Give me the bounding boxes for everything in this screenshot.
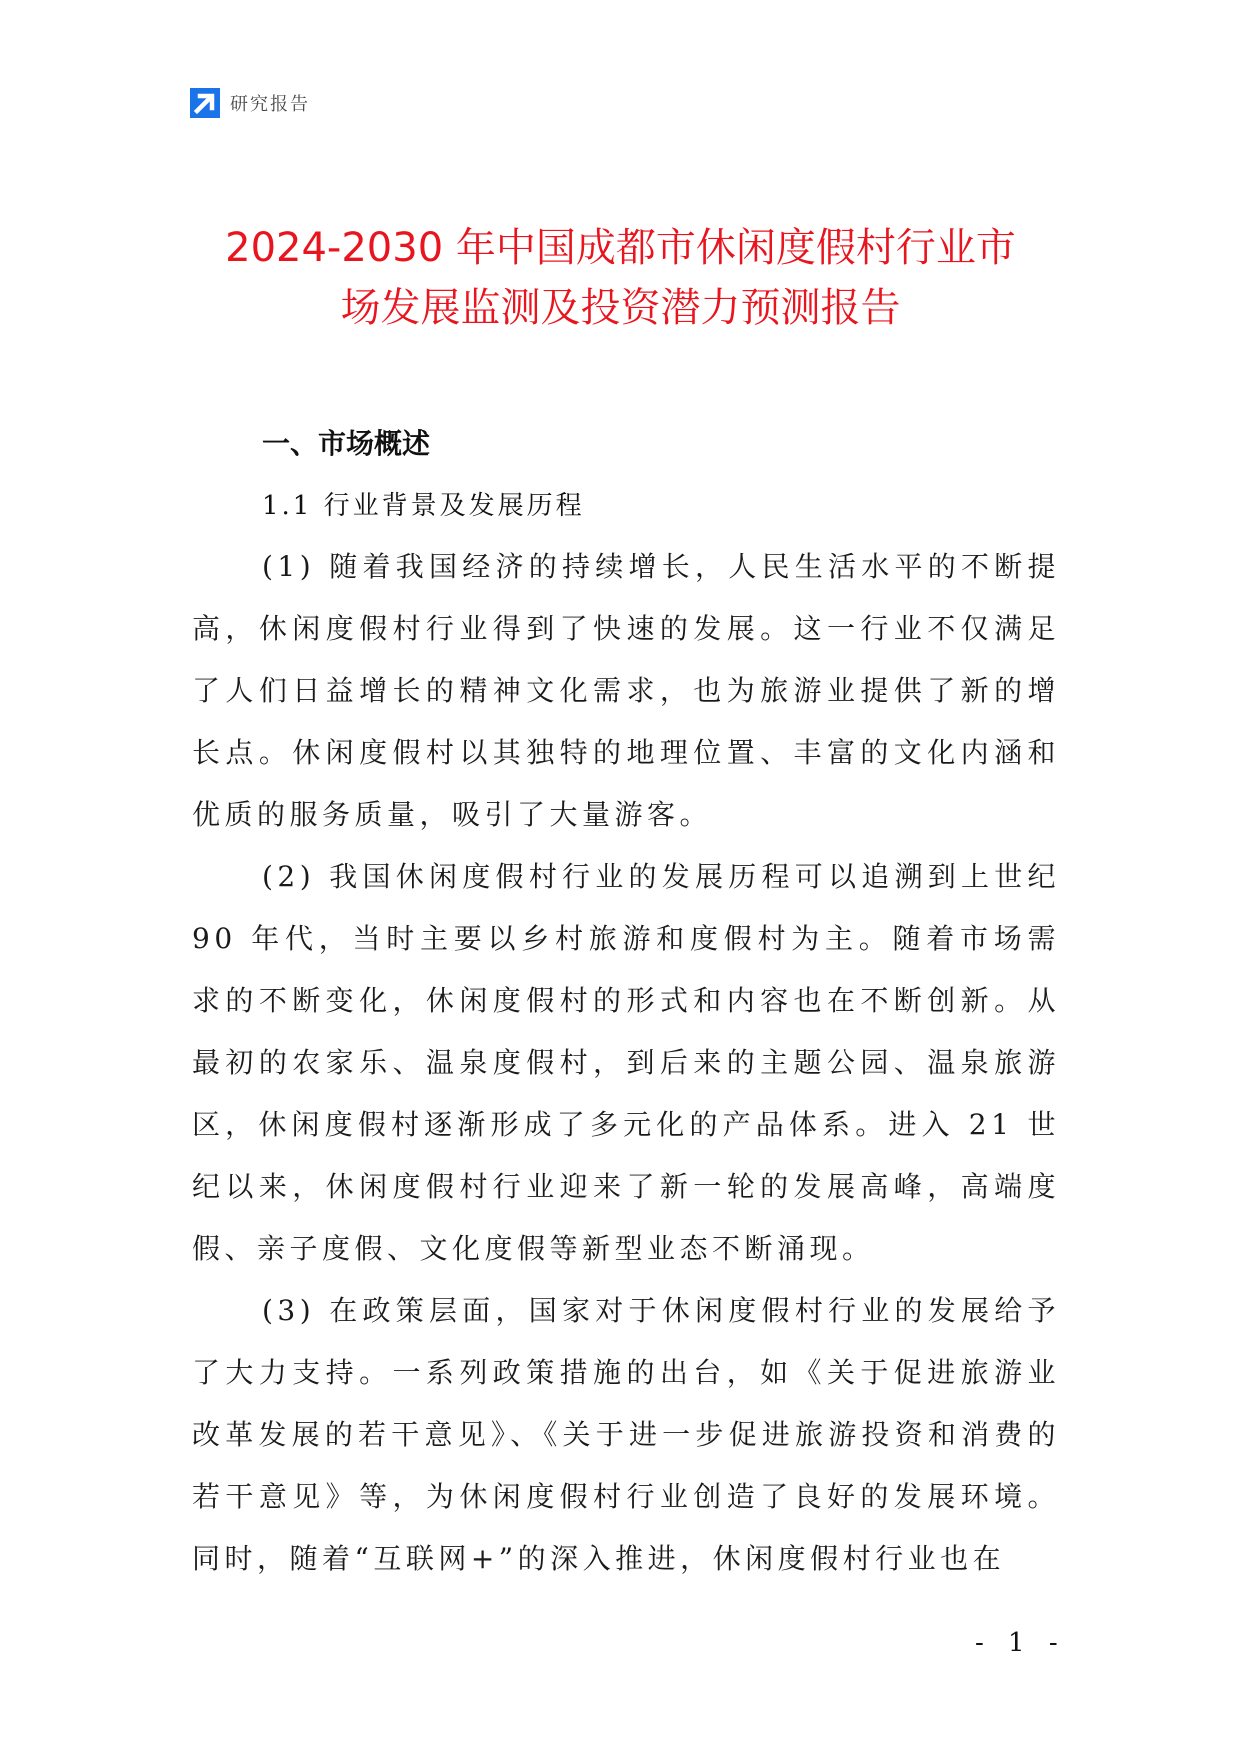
arrow-up-right-icon (190, 88, 220, 118)
body-text (192, 536, 1060, 1590)
title-line-2: 场发展监测及投资潜力预测报告 (340, 285, 901, 331)
paragraph-2: (2) 我国休闲度假村行业的发展历程可以追溯到上世纪 90 年代，当时主要以乡村旅游和度假村为主。随着市场需求的不断变化，休闲度假村的形式和内容也在不断创新。从最初的农家乐、温泉度假村，到后来的主题公园、温泉旅游区，休闲度假村逐渐形成了多元化的产品体系。进入 21 世纪以来，休闲度假村行业迎来了新一轮的发展高峰，高端度假、亲子度假、文化度假等新型业态不断涌现。 (192, 860, 1060, 1265)
report-title (150, 218, 1091, 338)
section-heading: 一、市场概述 (262, 427, 431, 460)
header-label: 研究报告 (230, 94, 310, 115)
paragraph-3: (3) 在政策层面，国家对于休闲度假村行业的发展给予了大力支持。一系列政策措施的出台，如《关于促进旅游业改革发展的若干意见》、《关于进一步促进旅游投资和消费的若干意见》等，为休闲度假村行业创造了良好的发展环境。同时，随着“互联网+”的深入推进，休闲度假村行业也在 (192, 1294, 1060, 1575)
report-header (190, 88, 310, 118)
title-line-1: 2024-2030 年中国成都市休闲度假村行业市 (225, 225, 1016, 271)
paragraph-1: (1) 随着我国经济的持续增长，人民生活水平的不断提高，休闲度假村行业得到了快速的发展。这一行业不仅满足了人们日益增长的精神文化需求，也为旅游业提供了新的增长点。休闲度假村以其独特的地理位置、丰富的文化内涵和优质的服务质量，吸引了大量游客。 (192, 550, 1060, 831)
page-number: - 1 - (975, 1628, 1066, 1658)
subsection-heading: 1.1 行业背景及发展历程 (262, 491, 585, 521)
